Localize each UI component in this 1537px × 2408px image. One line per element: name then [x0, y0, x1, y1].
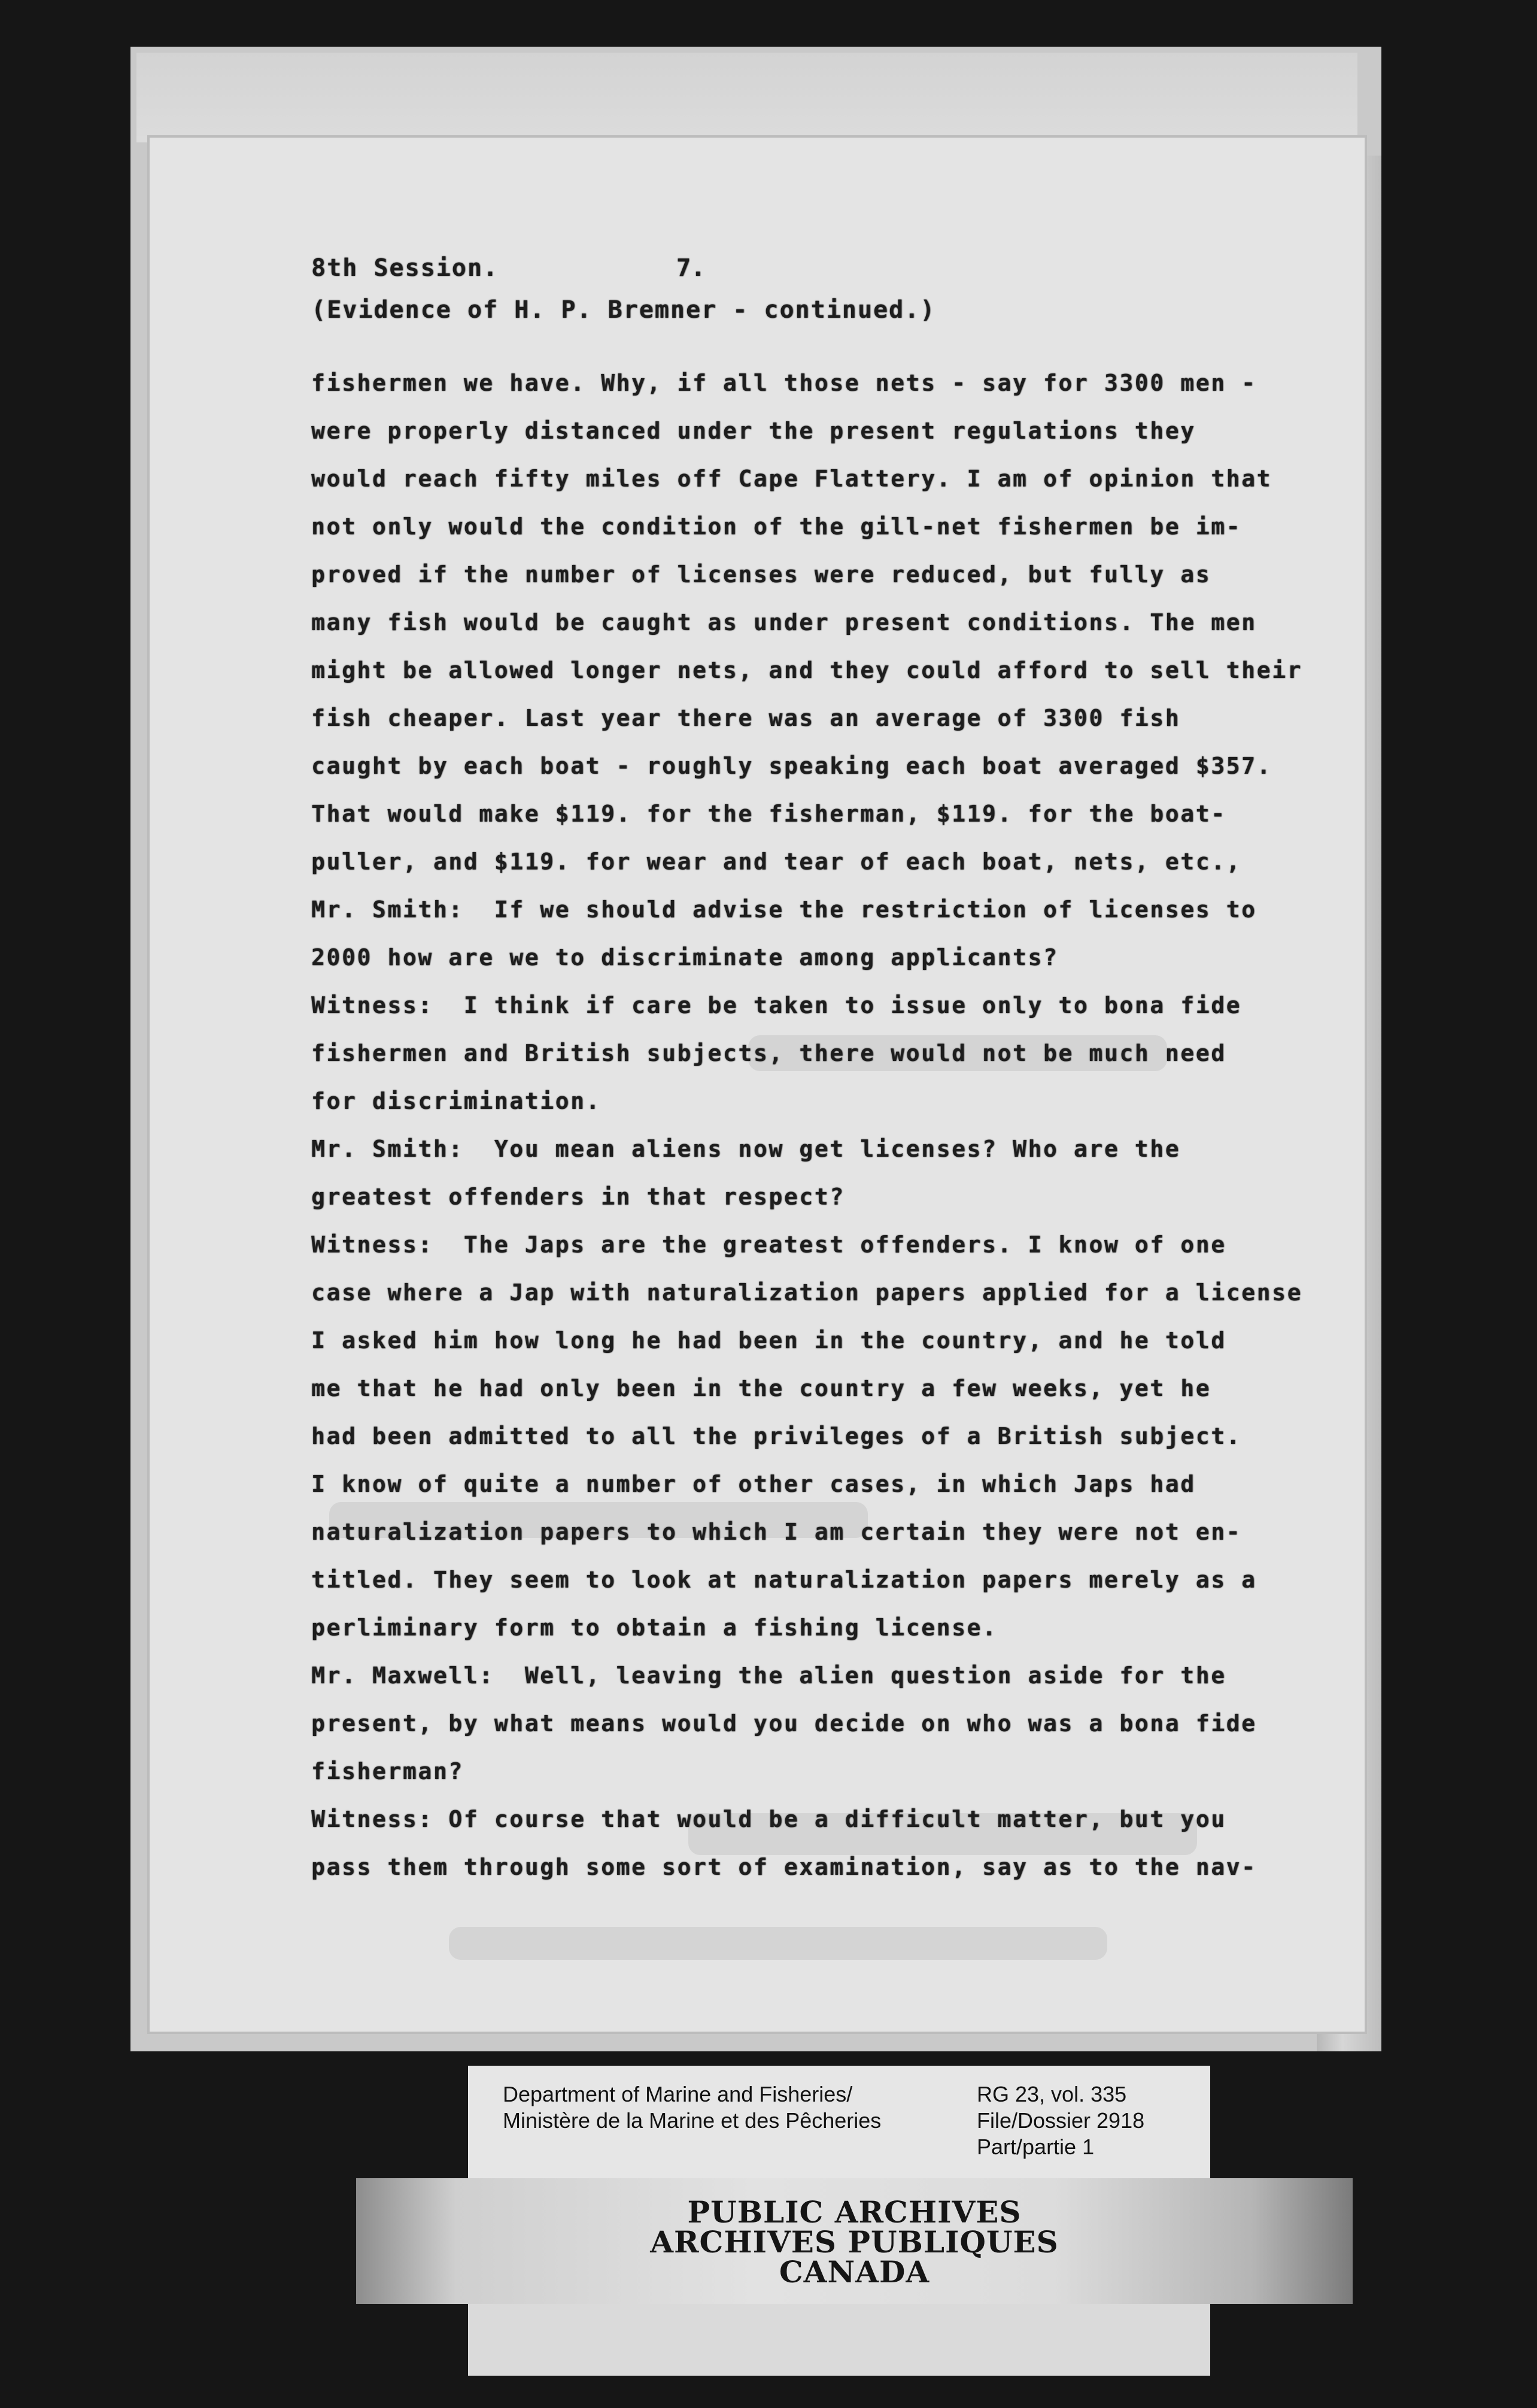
text-line: I asked him how long he had been in the country, and he told — [311, 1327, 1226, 1354]
department-english: Department of Marine and Fisheries/ — [503, 2082, 853, 2106]
text-line: fisherman? — [311, 1758, 464, 1784]
evidence-heading: (Evidence of H. P. Bremner - continued.) — [311, 296, 936, 324]
text-line: Mr. Smith: You mean aliens now get licenses? Who are the — [311, 1136, 1181, 1162]
text-line: titled. They seem to look at naturalization papers merely as a — [311, 1567, 1257, 1593]
text-line: caught by each boat - roughly speaking each boat averaged $357. — [311, 753, 1272, 779]
text-line: proved if the number of licenses were reduced, but fully as — [311, 561, 1211, 588]
department-french: Ministère de la Marine et des Pêcheries — [503, 2108, 882, 2133]
text-line: fishermen we have. Why, if all those nets - say for 3300 men - — [311, 370, 1257, 396]
text-line: would reach fifty miles off Cape Flattery. I am of opinion that — [311, 466, 1272, 492]
text-line: had been admitted to all the privileges of a British subject. — [311, 1423, 1242, 1449]
text-line: me that he had only been in the country a few weeks, yet he — [311, 1375, 1211, 1401]
text-line: That would make $119. for the fisherman, $119. for the boat- — [311, 801, 1226, 827]
text-line: many fish would be caught as under present conditions. The men — [311, 609, 1257, 636]
page-number: 7. — [676, 254, 706, 282]
stamp-line-french: ARCHIVES PUBLIQUES — [650, 2224, 1059, 2260]
stamp-line-country: CANADA — [779, 2254, 930, 2290]
text-line: present, by what means would you decide on who was a bona fide — [311, 1710, 1257, 1737]
text-line: greatest offenders in that respect? — [311, 1184, 845, 1210]
text-line: pass them through some sort of examination, say as to the nav- — [311, 1854, 1257, 1880]
typed-page — [150, 138, 1365, 2032]
stamp-band-lower — [468, 2304, 1210, 2376]
text-line: for discrimination. — [311, 1088, 602, 1114]
text-line: Mr. Smith: If we should advise the restriction of licenses to — [311, 896, 1257, 923]
text-line: fish cheaper. Last year there was an average of 3300 fish — [311, 705, 1181, 731]
bleed-through-mark — [449, 1927, 1107, 1960]
text-line: 2000 how are we to discriminate among applicants? — [311, 944, 1059, 971]
text-line: naturalization papers to which I am certain they were not en- — [311, 1519, 1242, 1545]
text-line: case where a Jap with naturalization papers applied for a license — [311, 1279, 1303, 1306]
text-line: Witness: The Japs are the greatest offenders. I know of one — [311, 1232, 1226, 1258]
text-line: puller, and $119. for wear and tear of each boat, nets, etc., — [311, 849, 1242, 875]
text-line: might be allowed longer nets, and they could afford to sell their — [311, 657, 1303, 683]
record-group: RG 23, vol. 335 — [977, 2082, 1127, 2106]
text-line: fishermen and British subjects, there would not be much need — [311, 1040, 1226, 1066]
testimony-body — [311, 359, 1341, 1891]
part-number: Part/partie 1 — [977, 2135, 1095, 2159]
text-line: were properly distanced under the present regulations they — [311, 418, 1196, 444]
public-archives-stamp — [356, 2178, 1353, 2304]
session-line: 8th Session. — [311, 254, 499, 282]
file-number: File/Dossier 2918 — [977, 2108, 1145, 2133]
text-line: not only would the condition of the gill-net fishermen be im- — [311, 513, 1242, 540]
text-line: perliminary form to obtain a fishing license. — [311, 1615, 998, 1641]
stamp-line-english: PUBLIC ARCHIVES — [687, 2194, 1022, 2230]
text-line: Witness: I think if care be taken to issue only to bona fide — [311, 992, 1242, 1018]
text-line: Witness: Of course that would be a difficult matter, but you — [311, 1806, 1226, 1832]
text-line: Mr. Maxwell: Well, leaving the alien question aside for the — [311, 1662, 1226, 1689]
archive-reference-label — [468, 2066, 1210, 2178]
text-line: I know of quite a number of other cases, in which Japs had — [311, 1471, 1196, 1497]
page-top-edge — [136, 53, 1357, 142]
